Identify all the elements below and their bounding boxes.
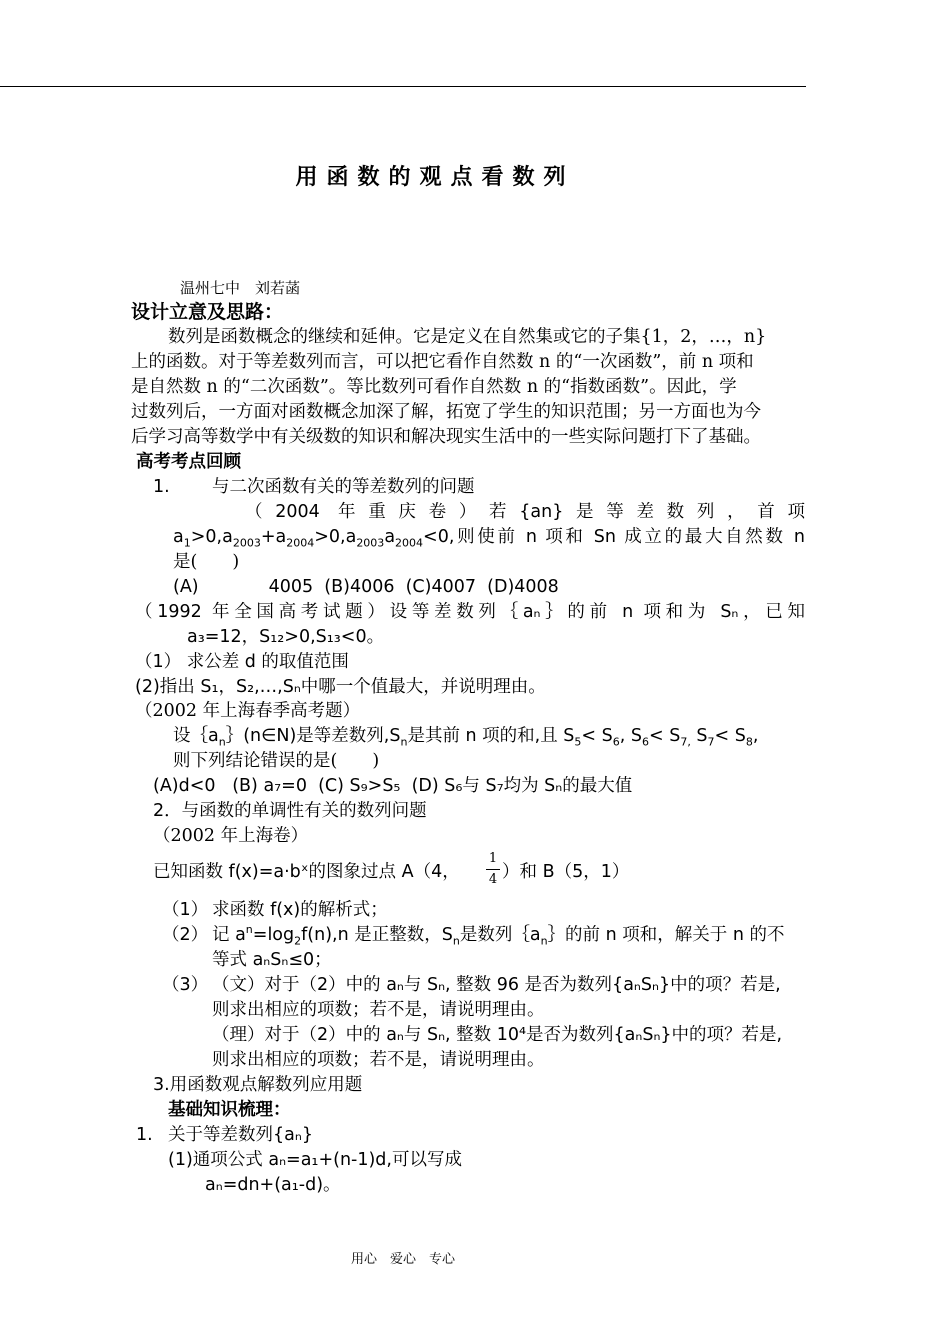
knowledge-1-formula: aₙ=dn+(a₁-d)。 xyxy=(205,1175,341,1195)
question-3-options: (A)d<0 (B) a₇=0 (C) S₉>S₅ (D) S₆与 S₇均为 Sₙ的最大值 xyxy=(153,776,633,796)
fraction-one-quarter xyxy=(486,850,500,889)
intro-line-2: 上的函数。对于等差数列而言，可以把它看作自然数 n 的“一次函数”，前 n 项和 xyxy=(131,352,754,372)
knowledge-1-label: 1. xyxy=(136,1125,153,1145)
question-2-part-1: （1） 求公差 d 的取值范围 xyxy=(135,652,349,672)
item-1-label: 1. xyxy=(153,477,170,497)
question-2-line-1: （1992 年全国高考试题）设等差数列｛aₙ｝的前 n 项和为 Sₙ，已知 xyxy=(135,602,805,622)
fraction-numerator: 1 xyxy=(488,851,498,866)
page-footer: 用心 爱心 专心 xyxy=(350,1252,455,1267)
question-1-line-3: 是( ) xyxy=(173,552,240,572)
question-4-part-3-label: （3） xyxy=(162,975,209,995)
question-1-line-2: $a_1>0,a_{2003}+a_{2004}>0,a_{2003}a_{2004}<0$,则使前 n 项和 Sn 成立的最大自然数 n xyxy=(173,527,805,550)
question-3-line-1: 设$\{a_n\}(n\in N)$是等差数列$,S_n$是其前 n 项的和,且 $S_5< S_6$, $S_6< S_{7,}$ $S_7< S_8$, xyxy=(173,726,759,749)
intro-line-4: 过数列后，一方面对函数概念加深了解，拓宽了学生的知识范围；另一方面也为今 xyxy=(131,402,761,422)
fraction-bar xyxy=(486,869,500,870)
question-4-part-3-line-2: 则求出相应的项数；若不是，请说明理由。 xyxy=(212,1000,545,1020)
intro-line-1: 数列是函数概念的继续和延伸。它是定义在自然集或它的子集{1，2，…，n} xyxy=(168,327,767,347)
item-3-title: 3.用函数观点解数列应用题 xyxy=(153,1075,363,1095)
section-heading-basics: 基础知识梳理： xyxy=(168,1100,291,1120)
question-4-source: （2002 年上海卷） xyxy=(153,826,309,846)
author-line: 温州七中 刘若菡 xyxy=(180,279,301,297)
question-4-stem-b: ）和 B（5，1） xyxy=(502,862,630,882)
question-3-source: （2002 年上海春季高考题） xyxy=(135,701,361,721)
question-4-part-2-line-1: 记 $a^n=\log_2f(n),n$ 是正整数，$S_n$是数列$\{a_n\}$的前 n 项和，解关于 n 的不 xyxy=(212,923,785,948)
question-4-stem-a: 已知函数 f(x)=a·bˣ的图象过点 A（4， xyxy=(153,862,460,882)
question-4-part-3-line-3: （理）对于（2）中的 aₙ与 Sₙ, 整数 10⁴是否为数列{aₙSₙ}中的项？若是, xyxy=(212,1025,783,1045)
question-4-part-3-line-1: （文）对于（2）中的 aₙ与 Sₙ, 整数 96 是否为数列{aₙSₙ}中的项？若是, xyxy=(212,975,781,995)
question-2-part-2: (2)指出 S₁，S₂,…,Sₙ中哪一个值最大，并说明理由。 xyxy=(135,677,546,697)
item-1-title: 与二次函数有关的等差数列的问题 xyxy=(212,477,475,497)
question-4-part-3-line-4: 则求出相应的项数；若不是，请说明理由。 xyxy=(212,1050,545,1070)
header-rule xyxy=(0,86,806,87)
question-4-part-1-label: （1） xyxy=(162,900,209,920)
knowledge-1-sub-1: (1)通项公式 aₙ=a₁+(n-1)d,可以写成 xyxy=(168,1150,462,1170)
question-2-line-2: a₃=12，S₁₂>0,S₁₃<0。 xyxy=(187,627,385,647)
question-3-line-2: 则下列结论错误的是( ) xyxy=(173,751,380,771)
question-4-part-2-label: （2） xyxy=(162,925,209,945)
page-title: 用函数的观点看数列 xyxy=(295,164,575,190)
intro-line-3: 是自然数 n 的“二次函数”。等比数列可看作自然数 n 的“指数函数”。因此，学 xyxy=(131,377,737,397)
question-1-line-1: （2004 年重庆卷）若{an}是等差数列，首项 xyxy=(245,502,805,522)
section-heading-design: 设计立意及思路： xyxy=(131,301,284,323)
question-4-part-1: 求函数 f(x)的解析式； xyxy=(212,900,388,920)
intro-line-5: 后学习高等数学中有关级数的知识和解决现实生活中的一些实际问题打下了基础。 xyxy=(131,427,761,447)
question-4-part-2-line-2: 等式 aₙSₙ≤0； xyxy=(212,950,332,970)
question-1-options: (A) 4005 (B)4006 (C)4007 (D)4008 xyxy=(173,577,559,597)
section-heading-review: 高考考点回顾 xyxy=(136,452,241,472)
item-2-title: 2．与函数的单调性有关的数列问题 xyxy=(153,801,427,821)
fraction-denominator: 4 xyxy=(488,872,498,887)
knowledge-1-title: 关于等差数列{aₙ} xyxy=(168,1125,313,1145)
